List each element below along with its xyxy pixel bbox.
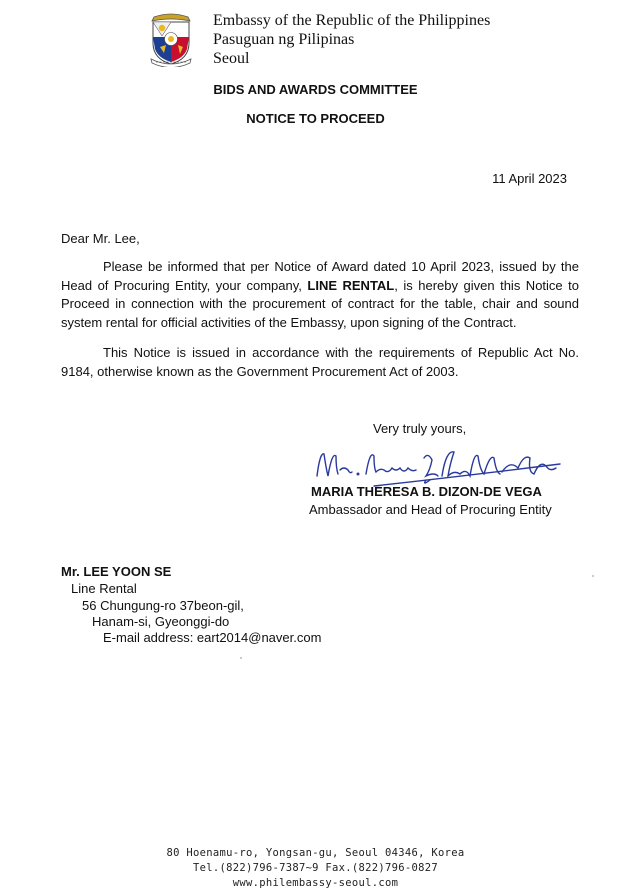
embassy-name: Embassy of the Republic of the Philippines bbox=[213, 12, 491, 29]
signatory-name: MARIA THERESA B. DIZON-DE VEGA bbox=[311, 484, 542, 499]
recipient-email bbox=[103, 630, 321, 645]
scan-speck bbox=[240, 657, 242, 659]
body-paragraph-2 bbox=[61, 344, 579, 381]
embassy-city: Seoul bbox=[213, 50, 250, 67]
letterhead bbox=[213, 11, 490, 68]
scan-speck bbox=[592, 575, 594, 577]
paragraph-1-text-before: Please be informed that per Notice of Award dated 10 April 2023, issued by the Head of Procuring Entity, your company, bbox=[61, 259, 579, 293]
company-name: LINE RENTAL bbox=[307, 277, 395, 293]
footer-address: 80 Hoenamu-ro, Yongsan-gu, Seoul 04346, Korea bbox=[166, 847, 465, 859]
footer-website: www.philembassy-seoul.com bbox=[232, 877, 399, 889]
notice-title: NOTICE TO PROCEED bbox=[246, 111, 385, 126]
closing: Very truly yours, bbox=[373, 421, 467, 436]
recipient-company: Line Rental bbox=[71, 581, 137, 596]
recipient-name: Mr. LEE YOON SE bbox=[61, 564, 172, 579]
salutation: Dear Mr. Lee, bbox=[61, 231, 140, 246]
embassy-seal-icon bbox=[146, 9, 196, 67]
email-address: eart2014@naver.com bbox=[196, 630, 322, 645]
paragraph-2-text: This Notice is issued in accordance with the requirements of Republic Act No. 9184, otherwise known as the Government Procurement Act of 2003. bbox=[61, 345, 579, 379]
email-label: E-mail address: bbox=[103, 630, 197, 645]
paragraph-1-text-after: , is hereby given this Notice to Proceed in connection with the procurement of contract for the table, chair and sound system rental for official activities of the Embassy, upon signing of the Contract. bbox=[61, 277, 579, 330]
committee-heading: BIDS AND AWARDS COMMITTEE bbox=[213, 82, 418, 97]
body-paragraph-1 bbox=[61, 258, 579, 332]
signatory-title: Ambassador and Head of Procuring Entity bbox=[309, 502, 552, 517]
footer-phone: Tel.(822)796-7387~9 Fax.(822)796-0827 bbox=[193, 862, 438, 874]
embassy-name-filipino: Pasuguan ng Pilipinas bbox=[213, 31, 355, 48]
recipient-address-line-1: 56 Chungung-ro 37beon-gil, bbox=[82, 598, 244, 613]
recipient-address-line-2: Hanam-si, Gyeonggi-do bbox=[92, 614, 230, 629]
letter-date: 11 April 2023 bbox=[492, 171, 567, 186]
